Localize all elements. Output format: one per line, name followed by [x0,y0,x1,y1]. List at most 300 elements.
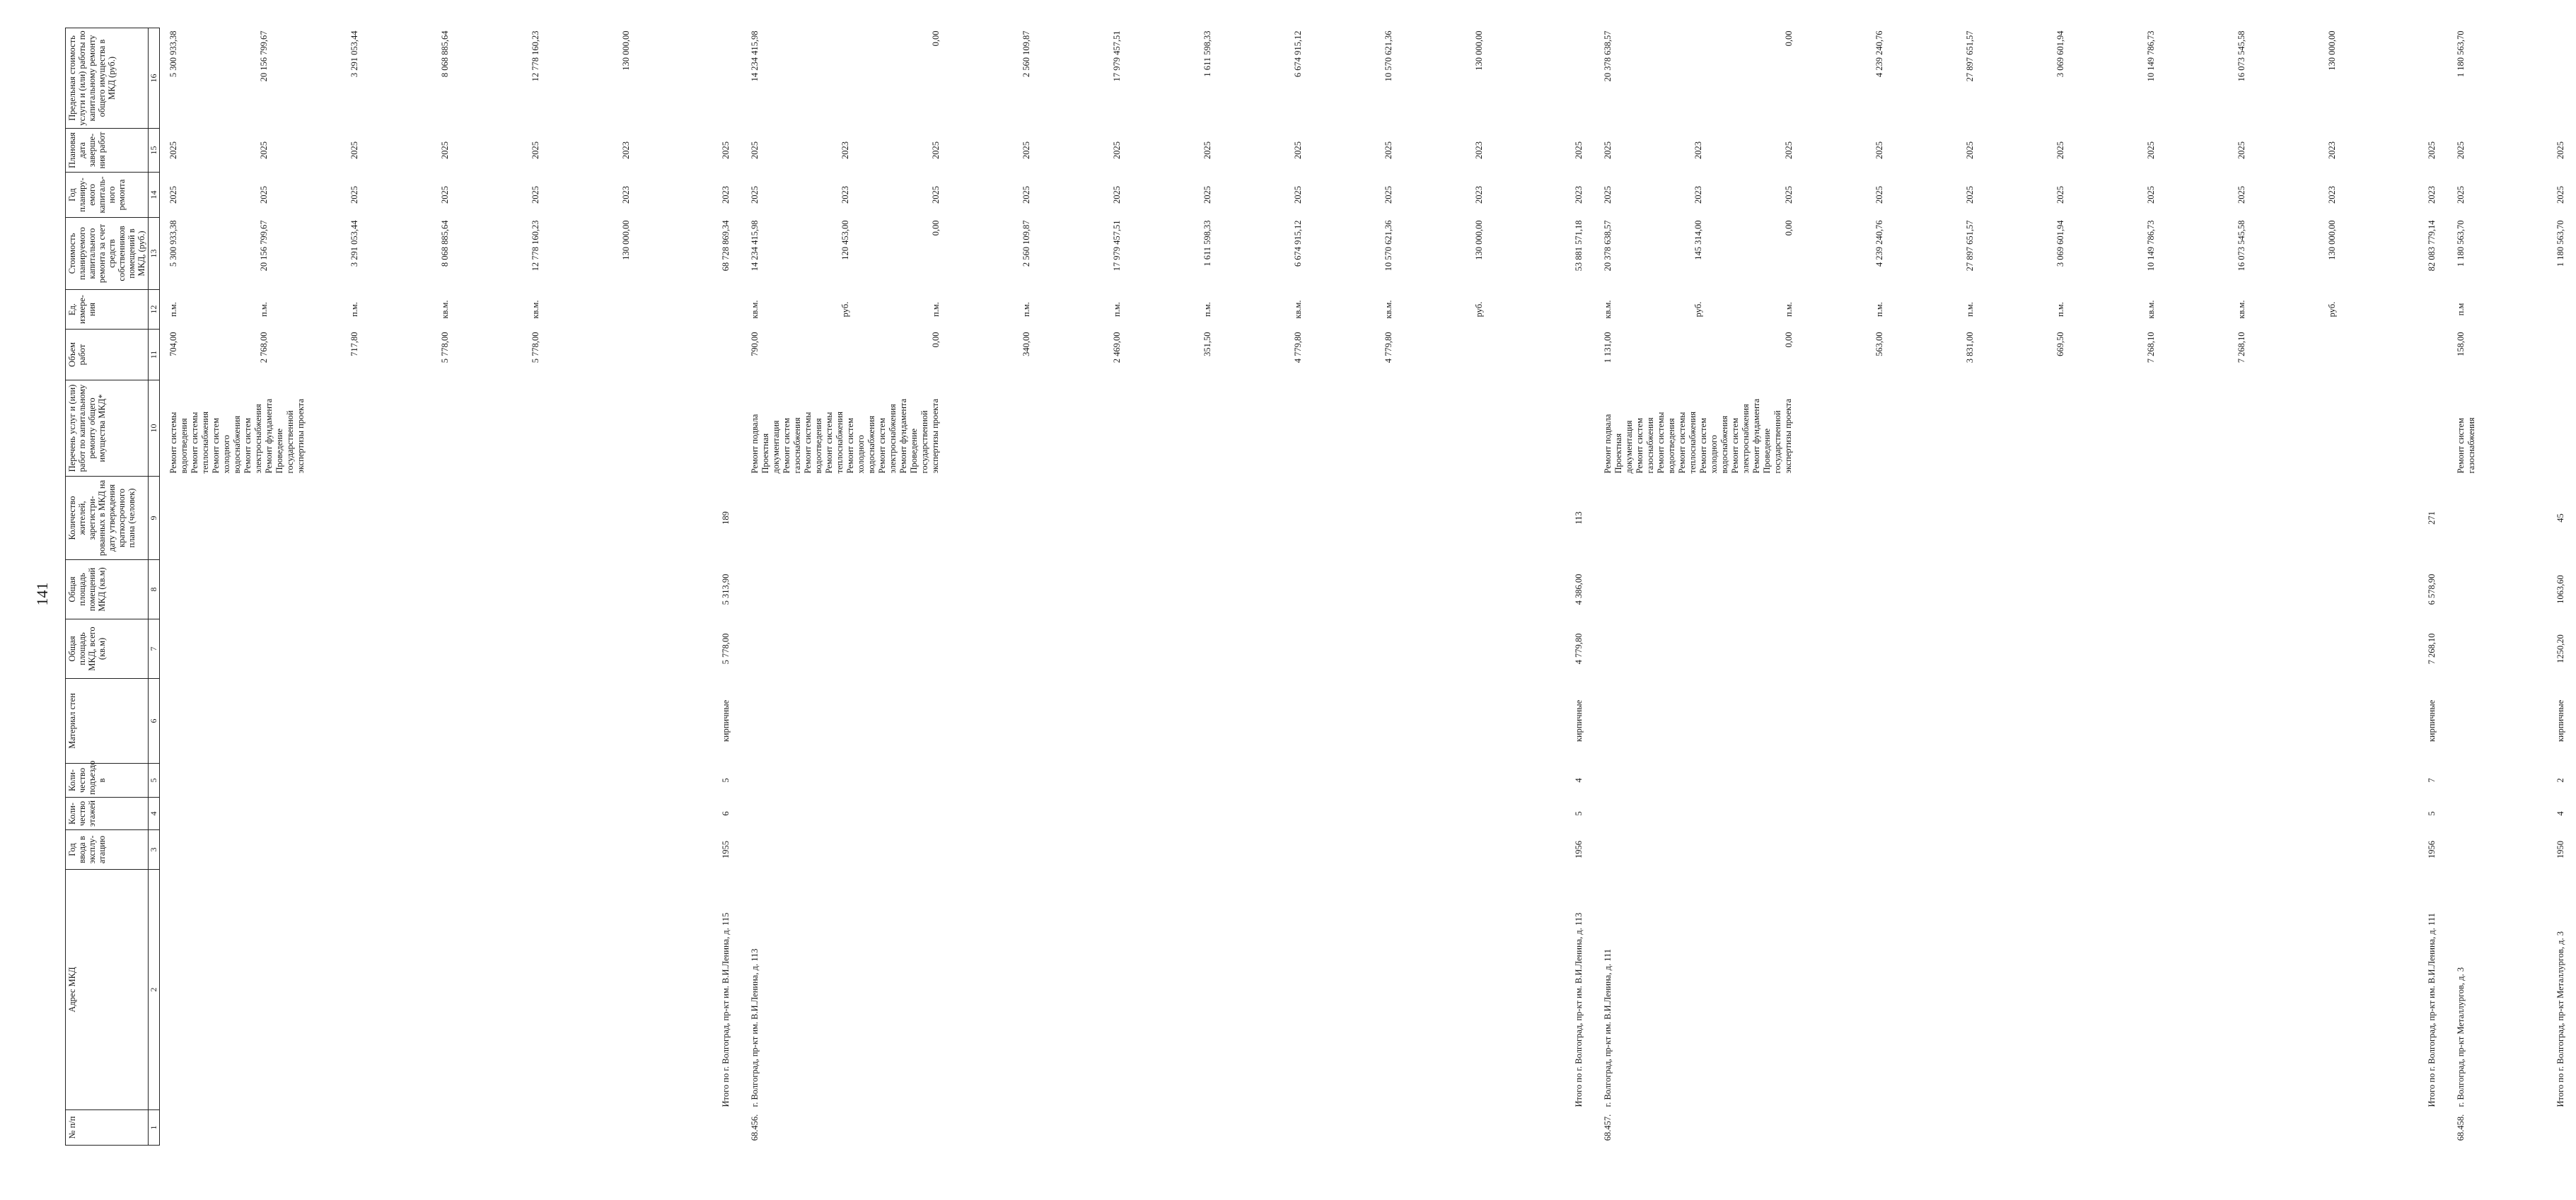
works-item: Ремонт фундамента [898,398,908,474]
volume-item: 0,00 [1784,332,1794,348]
residents: 113 [1574,511,1584,525]
limit-cost-item: 12 778 160,23 [530,30,540,82]
plan-year-item: 2025 [750,186,760,204]
plan-year-item: 2025 [931,186,941,204]
limit-cost-item: 130 000,00 [2327,30,2337,71]
house-row [741,28,1567,1146]
address: Итого по г. Волгоград, пр-кт им. В.И.Ленина, д. 115 [721,912,731,1107]
wall-material: кирпичные [2427,699,2437,742]
end-year [2420,129,2447,173]
end-year [2447,129,2548,173]
plan-year-item: 2023 [1574,186,1584,204]
limit-cost-item: 3 069 601,94 [2055,30,2065,78]
unit-item: п.м. [2055,302,2065,317]
unit-item: руб. [1474,301,1484,318]
address: Итого по г. Волгоград, пр-кт им. В.И.Ленина, д. 111 [2427,913,2437,1107]
address: Итого по г. Волгоград, пр-кт им. В.И.Ленина, д. 113 [1574,912,1584,1107]
limit-cost-item: 0,00 [931,30,941,47]
works-item: Ремонт систем электроснабжения [877,404,898,474]
end-year-item: 2025 [721,141,731,159]
volume-item: 7 268,10 [2146,332,2156,363]
unit [2447,290,2548,330]
wall-material: кирпичные [721,699,731,742]
cost-item: 120 453,00 [840,220,850,260]
plan-year-item: 2025 [2456,186,2466,204]
works-item: Ремонт системы водоотведения [168,412,189,474]
column-number: 11 [149,330,160,380]
limit-cost-item: 130 000,00 [621,30,631,71]
plan-year [2447,173,2548,218]
floors [160,798,714,830]
total-row [2548,28,2576,1146]
volume-item: 4 779,80 [1293,332,1303,363]
column-header: Ед. измере-ния [66,290,149,330]
column-header: Коли-чество этажей [66,798,149,830]
end-year-item: 2025 [1965,141,1975,159]
premises-area: 5 313,90 [721,573,731,605]
end-year-item: 2023 [2327,141,2337,159]
commission-year [1594,830,2420,870]
cost [160,218,714,290]
column-header: Общая площадь помещений МКД (кв.м) [66,560,149,619]
end-year-item: 2025 [1603,141,1613,159]
column-header: Количество жителей, зарегистри-рованных в МКД на дату утверждения краткосрочного плана (человек) [66,477,149,560]
works-item: Проведение государственной экспертизы проекта [1762,398,1793,474]
row-number [1567,1110,1594,1146]
unit [160,290,714,330]
volume-item [1474,332,1565,378]
cost-item: 3 069 601,94 [2055,220,2065,267]
works [2548,380,2576,477]
end-year-item: 2023 [621,141,631,159]
floors: 5 [2427,811,2437,816]
volume-item: 1 131,00 [1603,332,1613,363]
unit [2420,290,2447,330]
works-item: Проектная документация [1613,420,1634,474]
floors: 5 [1574,811,1584,816]
works-item: Ремонт систем газоснабжения [1635,417,1655,474]
works-item: Ремонт систем холодного водоснабжения [1698,415,1729,474]
wall-material [160,679,714,764]
plan-year-item: 2025 [1784,186,1794,204]
volume-item: 5 778,00 [530,332,540,363]
unit-item: руб. [2327,301,2337,318]
entrances: 7 [2427,778,2437,783]
house-row [160,28,714,1146]
row-number [714,1110,741,1146]
limit-cost [741,28,1567,129]
page-number: 141 [33,582,51,606]
end-year-item: 2025 [1112,141,1122,159]
plan-year [1567,173,1594,218]
unit-item: руб. [840,301,850,318]
unit [1594,290,2420,330]
column-number: 5 [149,764,160,798]
commission-year: 1950 [2555,841,2565,858]
volume-item: 340,00 [1021,332,1031,356]
volume-item: 351,50 [1202,332,1212,356]
floors [1594,798,2420,830]
volume [2548,330,2576,380]
column-header: Адрес МКД [66,870,149,1110]
cost-item: 17 979 457,51 [1112,220,1122,272]
unit-item: кв.м. [2236,300,2246,319]
limit-cost-item: 1 611 598,33 [1202,30,1212,77]
row-number: 68.456. [750,1114,760,1141]
end-year-item: 2025 [530,141,540,159]
end-year-item: 2025 [1293,141,1303,159]
works-item: Ремонт системы теплоснабжения [190,412,210,474]
works [1567,380,1594,477]
rotated-document [65,28,2565,1146]
cost [1567,218,1594,290]
column-header: Год планиру-емого капиталь-ного ремонта [66,173,149,218]
total-area [2447,619,2548,679]
column-number: 6 [149,679,160,764]
volume-item [840,332,931,378]
limit-cost-item: 17 979 457,51 [1112,30,1122,82]
limit-cost [714,28,741,129]
limit-cost-item [1693,31,1784,126]
limit-cost-item: 16 073 545,58 [2236,30,2246,82]
cost-item: 0,00 [1784,220,1794,236]
end-year-item: 2025 [2055,141,2065,159]
volume-item: 669,50 [2055,332,2065,356]
unit-item: кв.м. [1603,300,1613,319]
end-year-item: 2025 [259,141,269,159]
unit-item: кв.м. [1383,300,1393,319]
table-body [160,28,2576,1146]
commission-year: 1956 [2427,841,2437,858]
limit-cost [1594,28,2420,129]
address: Итого по г. Волгоград, пр-кт Металлургов, д. 3 [2555,931,2565,1107]
cost [2447,218,2548,290]
total-row [714,28,741,1146]
column-header: Год ввода в эксплу-атацию [66,830,149,870]
premises-area [1594,560,2420,619]
column-header: № п/п [66,1110,149,1146]
total-area: 7 268,10 [2427,633,2437,665]
plan-year-item: 2025 [440,186,450,204]
premises-area [741,560,1567,619]
volume-item [621,332,712,378]
volume-item: 717,80 [349,332,359,356]
volume-item: 158,00 [2456,332,2466,356]
plan-year-item: 2023 [621,186,631,204]
works-item: Проведение государственной экспертизы проекта [274,398,306,474]
cost-item: 6 674 915,12 [1293,220,1303,267]
commission-year: 1956 [1574,841,1584,858]
cost-item: 20 378 638,57 [1603,220,1613,272]
end-year [2548,129,2576,173]
cost-item: 14 234 415,98 [750,220,760,272]
plan-year-item: 2023 [2327,186,2337,204]
cost-item: 5 300 933,38 [168,220,178,267]
plan-year [160,173,714,218]
row-number: 68.458. [2456,1114,2466,1141]
volume-item: 0,00 [931,332,941,348]
plan-year-item: 2023 [1693,186,1703,204]
limit-cost-item: 14 234 415,98 [750,30,760,82]
cost-item: 12 778 160,23 [530,220,540,272]
row-number: 68.457. [1603,1114,1613,1141]
end-year-item: 2025 [931,141,941,159]
end-year-item: 2025 [2555,141,2565,159]
limit-cost-item: 6 674 915,12 [1293,30,1303,78]
commission-year [2447,830,2548,870]
row-number [2548,1110,2576,1146]
residents [1594,477,2420,560]
plan-year-item: 2023 [2427,186,2437,204]
end-year-item: 2025 [1784,141,1794,159]
table-header-row [66,28,149,1146]
plan-year-item: 2025 [259,186,269,204]
column-header: Стоимость планируемого капитального ремонта за счет средств собственников помещений в МКД, (руб.) [66,218,149,290]
residents: 189 [721,511,731,525]
unit-item: п.м. [1784,302,1794,317]
column-number-row [149,28,160,1146]
cost-item: 130 000,00 [621,220,631,260]
column-header: Материал стен [66,679,149,764]
entrances [1594,764,2420,798]
entrances [2447,764,2548,798]
plan-year-item: 2025 [168,186,178,204]
works-item: Ремонт фундамента [264,398,274,474]
works-item: Ремонт системы теплоснабжения [1677,412,1698,474]
plan-year-item: 2025 [1202,186,1212,204]
volume-item: 563,00 [1874,332,1884,356]
volume-item: 704,00 [168,332,178,356]
cost-item: 8 068 885,64 [440,220,450,267]
limit-cost-item: 5 300 933,38 [168,30,178,78]
limit-cost-item: 2 560 109,87 [1021,30,1031,78]
entrances: 5 [721,778,731,783]
plan-year-item: 2025 [2055,186,2065,204]
unit-item: п.м. [1112,302,1122,317]
column-number: 9 [149,477,160,560]
plan-year-item: 2025 [1965,186,1975,204]
plan-year-item: 2025 [1603,186,1613,204]
plan-year [2548,173,2576,218]
volume-item: 2 768,00 [259,332,269,363]
column-number: 4 [149,798,160,830]
cost-item: 1 180 563,70 [2456,220,2466,267]
capital-repair-table [65,28,2576,1146]
unit-item: руб. [1693,301,1703,318]
limit-cost-item: 4 239 240,76 [1874,30,1884,78]
wall-material [741,679,1567,764]
total-row [1567,28,1594,1146]
unit [2548,290,2576,330]
works-item: Ремонт системы водоотведения [1656,412,1676,474]
works-item: Проведение государственной экспертизы проекта [909,398,940,474]
column-number: 2 [149,870,160,1110]
wall-material: кирпичные [2555,699,2565,742]
column-number: 15 [149,129,160,173]
end-year-item: 2025 [1874,141,1884,159]
unit-item: п.м. [168,302,178,317]
unit-item: п.м [2456,303,2466,316]
works-item: Ремонт систем газоснабжения [782,417,802,474]
total-area [741,619,1567,679]
total-row [2420,28,2447,1146]
plan-year-item: 2025 [1293,186,1303,204]
end-year [1567,129,1594,173]
address: г. Волгоград, пр-кт Металлургов, д. 3 [2456,967,2466,1107]
volume [2447,330,2548,380]
limit-cost-item: 10 149 786,73 [2146,30,2156,82]
works-item: Ремонт систем газоснабжения [2456,417,2476,474]
works-item: Ремонт систем холодного водоснабжения [211,415,242,474]
cost-item: 68 728 869,34 [721,220,731,272]
works-item: Ремонт систем электроснабжения [1730,404,1751,474]
unit-item: п.м. [259,302,269,317]
limit-cost [160,28,714,129]
unit-item: п.м. [1202,302,1212,317]
cost-item: 82 083 779,14 [2427,220,2437,272]
column-number: 12 [149,290,160,330]
column-number: 3 [149,830,160,870]
unit-item: п.м. [1874,302,1884,317]
residents [2447,477,2548,560]
column-header: Плановая дата заверше-ния работ [66,129,149,173]
entrances: 4 [1574,778,1584,783]
works-item: Ремонт подвала [1603,414,1613,474]
plan-year-item: 2023 [721,186,731,204]
plan-year-item: 2025 [349,186,359,204]
end-year-item: 2025 [1383,141,1393,159]
plan-year [741,173,1567,218]
column-header: Объем работ [66,330,149,380]
unit-item: п.м. [1021,302,1031,317]
works [2420,380,2447,477]
cost-item: 53 881 571,18 [1574,220,1584,272]
total-area: 1250,20 [2555,634,2565,663]
limit-cost [2420,28,2447,129]
volume [2420,330,2447,380]
unit [741,290,1567,330]
plan-year-item: 2025 [1112,186,1122,204]
volume-item: 3 831,00 [1965,332,1975,363]
address [160,870,714,1110]
volume-item [1693,332,1784,378]
volume-item: 5 778,00 [440,332,450,363]
residents: 45 [2555,513,2565,523]
plan-year-item: 2025 [1383,186,1393,204]
address: г. Волгоград, пр-кт им. В.И.Ленина, д. 113 [750,948,760,1107]
plan-year [2420,173,2447,218]
volume [1594,330,2420,380]
unit [714,290,741,330]
volume-item: 7 268,10 [2236,332,2246,363]
limit-cost-item: 20 378 638,57 [1603,30,1613,82]
plan-year [1594,173,2420,218]
end-year [1594,129,2420,173]
commission-year [741,830,1567,870]
commission-year: 1955 [721,841,731,858]
cost-item: 130 000,00 [1474,220,1484,260]
column-number: 14 [149,173,160,218]
plan-year-item: 2025 [2236,186,2246,204]
cost-item: 2 560 109,87 [1021,220,1031,267]
works-item: Ремонт системы водоотведения [803,412,823,474]
premises-area [160,560,714,619]
works [2447,380,2548,477]
end-year-item: 2025 [2236,141,2246,159]
works [741,380,1567,477]
cost [2548,218,2576,290]
end-year-item: 2025 [168,141,178,159]
unit [1567,290,1594,330]
end-year-item: 2023 [1474,141,1484,159]
end-year-item: 2023 [840,141,850,159]
works-item: Ремонт фундамента [1751,398,1761,474]
residents [741,477,1567,560]
cost-item: 3 291 053,44 [349,220,359,267]
wall-material: кирпичные [1574,699,1584,742]
unit-item: кв.м. [2146,300,2156,319]
plan-year-item: 2023 [840,186,850,204]
column-number: 16 [149,28,160,129]
limit-cost-item: 3 291 053,44 [349,30,359,78]
volume-item: 2 469,00 [1112,332,1122,363]
address: г. Волгоград, пр-кт им. В.И.Ленина, д. 111 [1603,948,1613,1107]
cost-item: 1 180 563,70 [2555,220,2565,267]
plan-year-item: 2025 [530,186,540,204]
unit-item: кв.м. [1293,300,1303,319]
plan-year-item: 2023 [1474,186,1484,204]
end-year-item: 2025 [1574,141,1584,159]
residents [160,477,714,560]
limit-cost [2548,28,2576,129]
unit-item: п.м. [349,302,359,317]
column-number: 10 [149,380,160,477]
total-area: 4 779,80 [1574,633,1584,665]
limit-cost-item [840,31,931,126]
end-year-item: 2025 [2146,141,2156,159]
residents: 271 [2427,511,2437,525]
cost-item: 16 073 545,58 [2236,220,2246,272]
column-header: Коли-чество подъездо в [66,764,149,798]
cost-item: 20 156 799,67 [259,220,269,272]
unit-item: п.м. [1965,302,1975,317]
plan-year-item: 2025 [2555,186,2565,204]
end-year-item: 2025 [1021,141,1031,159]
premises-area [2447,560,2548,619]
volume [1567,330,1594,380]
end-year-item: 2025 [2427,141,2437,159]
limit-cost-item: 20 156 799,67 [259,30,269,82]
wall-material [2447,679,2548,764]
works [1594,380,2420,477]
entrances: 2 [2555,778,2565,783]
plan-year-item: 2025 [1874,186,1884,204]
works-item: Ремонт подвала [750,414,760,474]
cost-item: 4 239 240,76 [1874,220,1884,267]
wall-material [1594,679,2420,764]
column-number: 8 [149,560,160,619]
unit-item [621,293,712,327]
premises-area: 1063,60 [2555,575,2565,604]
house-row [2447,28,2548,1146]
end-year-item: 2025 [349,141,359,159]
volume-item [2327,332,2418,378]
cost-item: 10 149 786,73 [2146,220,2156,272]
column-number: 1 [149,1110,160,1146]
entrances [160,764,714,798]
volume-item: 790,00 [750,332,760,356]
plan-year [714,173,741,218]
